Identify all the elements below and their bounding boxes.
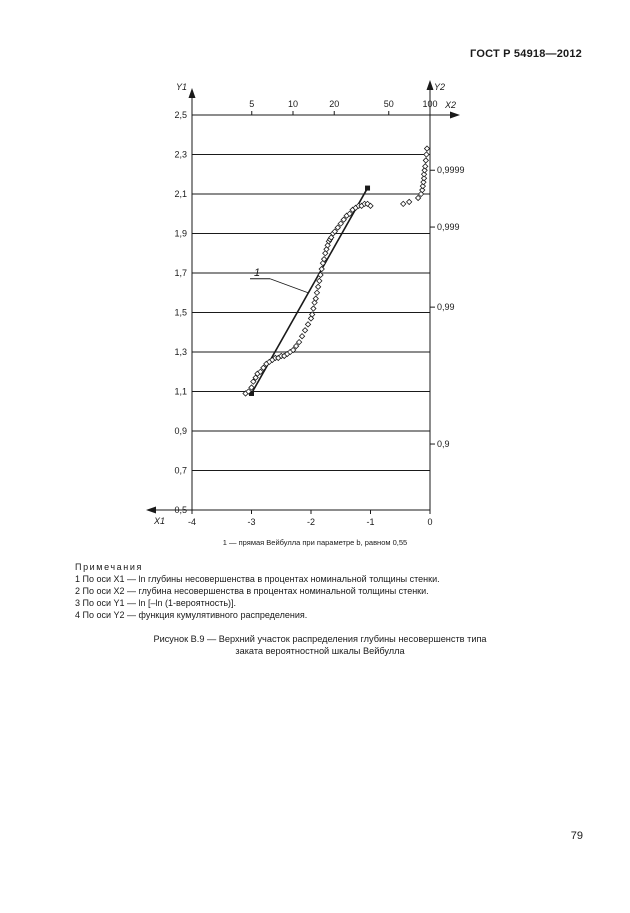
data-point bbox=[311, 306, 316, 311]
y1-tick-label: 0,5 bbox=[174, 505, 187, 515]
y1-tick-label: 1,3 bbox=[174, 347, 187, 357]
x1-tick-label: 0 bbox=[427, 517, 433, 527]
data-point bbox=[335, 225, 340, 230]
data-point bbox=[302, 328, 307, 333]
y2-tick-label: 0,999 bbox=[437, 222, 460, 233]
y2-tick-label: 0,9999 bbox=[437, 165, 465, 176]
data-point bbox=[316, 284, 321, 289]
notes-block bbox=[75, 561, 440, 621]
note-item: 1 По оси X1 — ln глубины несовершенства в процентах номинальной толщины стенки. bbox=[75, 574, 440, 584]
y1-tick-label: 1,1 bbox=[174, 386, 187, 397]
data-point bbox=[407, 199, 412, 204]
x2-axis-label: X2 bbox=[445, 100, 457, 110]
x2-tick-label: 100 bbox=[422, 99, 438, 109]
note-item: 4 По оси Y2 — функция кумулятивного распределения. bbox=[75, 610, 308, 620]
data-point bbox=[416, 195, 421, 200]
data-point bbox=[341, 217, 346, 222]
data-point bbox=[294, 343, 299, 348]
data-point bbox=[297, 340, 302, 345]
y1-tick-label: 2,1 bbox=[174, 189, 187, 199]
y1-tick-label: 0,9 bbox=[174, 426, 187, 436]
y1-axis-label: Y1 bbox=[176, 82, 188, 92]
y2-tick-label: 0,9 bbox=[437, 439, 450, 450]
y1-tick-label: 1,5 bbox=[174, 307, 187, 318]
data-point bbox=[305, 322, 310, 327]
data-points bbox=[243, 146, 430, 396]
data-point bbox=[423, 164, 428, 169]
data-point bbox=[401, 201, 406, 206]
y1-tick-label: 2,3 bbox=[174, 149, 187, 160]
y1-tick-label: 1,7 bbox=[174, 268, 187, 278]
data-point bbox=[299, 334, 304, 339]
x1-tick-label: -3 bbox=[247, 517, 256, 527]
y1-tick-label: 0,7 bbox=[174, 465, 187, 476]
document-header: ГОСТ Р 54918—2012 bbox=[470, 48, 582, 60]
x1-axis-label: X1 bbox=[154, 516, 166, 526]
data-point bbox=[424, 146, 429, 151]
line-label-leader bbox=[270, 279, 308, 293]
y2-axis-label: Y2 bbox=[434, 82, 446, 92]
page-number: 79 bbox=[570, 830, 583, 842]
x1-tick-label: -2 bbox=[306, 517, 316, 527]
x2-tick-label: 20 bbox=[329, 99, 340, 109]
notes-title: Примечания bbox=[75, 562, 143, 572]
note-item: 3 По оси Y1 — ln [–ln (1-вероятность)]. bbox=[75, 598, 237, 608]
x2-tick-label: 10 bbox=[287, 99, 299, 109]
line-label: 1 bbox=[254, 266, 261, 279]
y1-tick-label: 1,9 bbox=[174, 228, 187, 239]
data-point bbox=[424, 152, 429, 157]
data-point bbox=[317, 278, 322, 283]
x1-tick-label: -1 bbox=[366, 517, 375, 527]
legend-text: 1 — прямая Вейбулла при параметре b, равном 0,55 bbox=[222, 538, 408, 547]
note-item: 2 По оси X2 — глубина несовершенства в процентах номинальной толщины стенки. bbox=[75, 586, 429, 596]
x2-tick-label: 5 bbox=[249, 99, 255, 109]
figure-caption bbox=[120, 633, 520, 657]
x1-tick-label: -4 bbox=[187, 517, 197, 527]
weibull-line-end-marker bbox=[365, 186, 370, 191]
y1-tick-label: 2,5 bbox=[174, 110, 187, 120]
y2-tick-label: 0,99 bbox=[437, 302, 455, 313]
y1-axis-arrow bbox=[189, 88, 196, 98]
y2-axis-arrow bbox=[427, 80, 434, 90]
caption-line-1: Рисунок В.9 — Верхний участок распределения глубины несовершенств типа bbox=[153, 634, 487, 644]
axis-ticks bbox=[174, 99, 464, 527]
x2-axis-arrow bbox=[450, 112, 460, 119]
caption-line-2: заката вероятностной шкалы Вейбулла bbox=[235, 646, 405, 656]
x1-axis-arrow bbox=[146, 507, 156, 514]
axes bbox=[146, 80, 460, 514]
x2-tick-label: 50 bbox=[383, 99, 394, 109]
data-point bbox=[423, 158, 428, 163]
data-point bbox=[338, 221, 343, 226]
data-point bbox=[314, 290, 319, 295]
